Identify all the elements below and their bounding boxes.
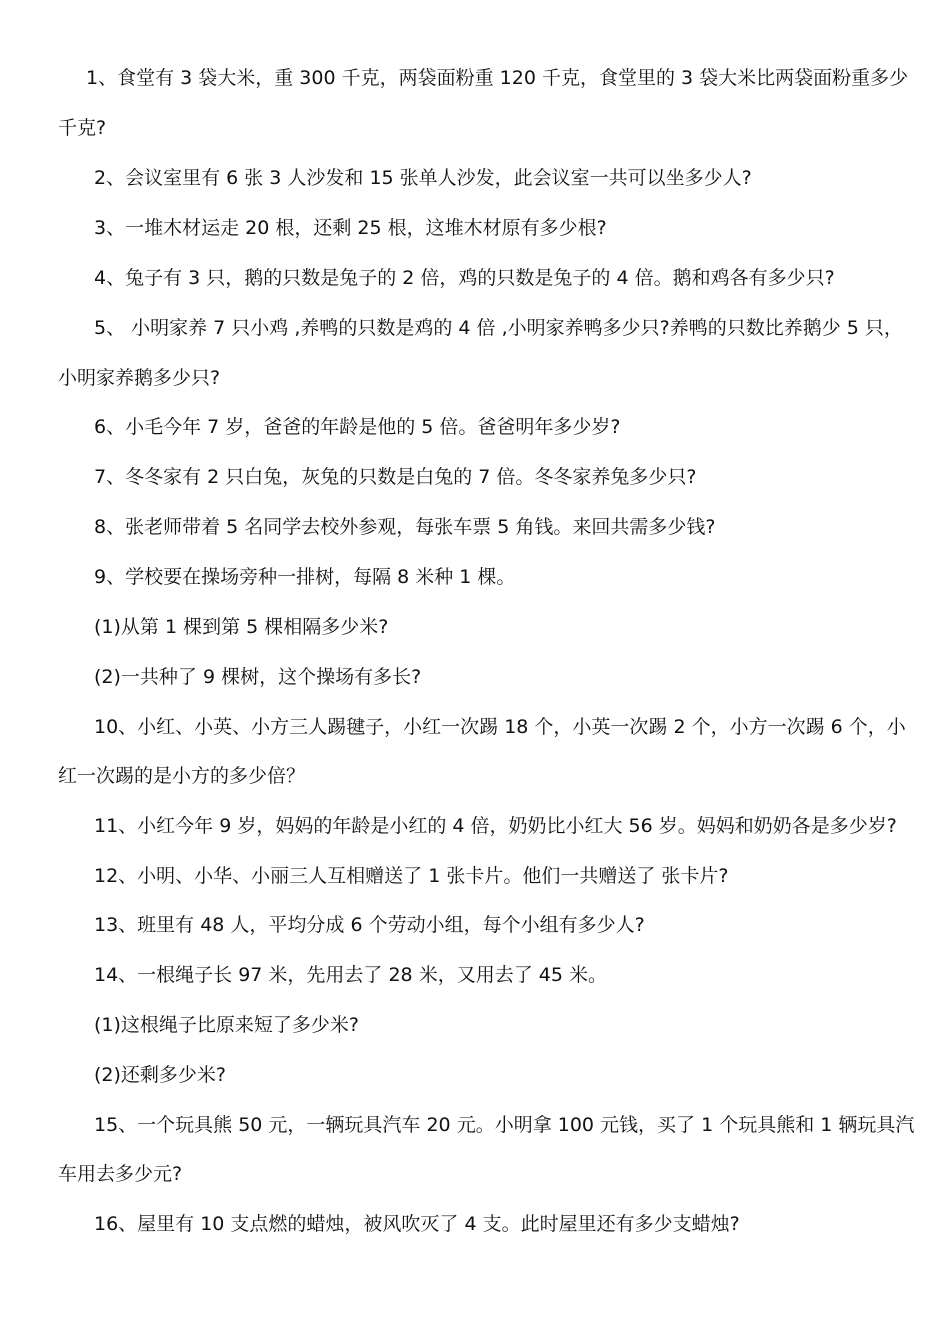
problem-3: 3、一堆木材运走 20 根，还剩 25 根，这堆木材原有多少根? [94, 217, 607, 239]
problem-9: 9、学校要在操场旁种一排树，每隔 8 米种 1 棵。 [94, 566, 516, 588]
problem-9-part-1: (1)从第 1 棵到第 5 棵相隔多少米? [94, 616, 389, 638]
problem-15-line-1: 15、一个玩具熊 50 元，一辆玩具汽车 20 元。小明拿 100 元钱，买了 1 个玩具熊和 1 辆玩具汽 [94, 1114, 915, 1136]
problem-1-line-2: 千克? [58, 117, 107, 139]
problem-1-line-1: 1、食堂有 3 袋大米，重 300 千克，两袋面粉重 120 千克，食堂里的 3 袋大米比两袋面粉重多少 [86, 67, 909, 89]
problem-5-line-2: 小明家养鹅多少只? [58, 367, 221, 389]
problem-14-part-2: (2)还剩多少米? [94, 1064, 226, 1086]
problem-12: 12、小明、小华、小丽三人互相赠送了 1 张卡片。他们一共赠送了 张卡片? [94, 865, 729, 887]
problem-7: 7、冬冬家有 2 只白兔，灰兔的只数是白兔的 7 倍。冬冬家养兔多少只? [94, 466, 697, 488]
problem-13: 13、班里有 48 人，平均分成 6 个劳动小组，每个小组有多少人? [94, 914, 645, 936]
problem-5-line-1: 5、 小明家养 7 只小鸡 ,养鸭的只数是鸡的 4 倍 ,小明家养鸭多少只?养鸭的只数比养鹅少 5 只， [94, 317, 903, 339]
problem-9-part-2: (2)一共种了 9 棵树，这个操场有多长? [94, 666, 422, 688]
problem-14: 14、一根绳子长 97 米，先用去了 28 米，又用去了 45 米。 [94, 964, 607, 986]
problem-10-line-1: 10、小红、小英、小方三人踢毽子，小红一次踢 18 个，小英一次踢 2 个，小方一次踢 6 个，小 [94, 716, 906, 738]
problem-11: 11、小红今年 9 岁，妈妈的年龄是小红的 4 倍，奶奶比小红大 56 岁。妈妈和奶奶各是多少岁? [94, 815, 897, 837]
problem-6: 6、小毛今年 7 岁，爸爸的年龄是他的 5 倍。爸爸明年多少岁? [94, 416, 621, 438]
problem-10-line-2: 红一次踢的是小方的多少倍？ [58, 765, 306, 787]
problem-2: 2、会议室里有 6 张 3 人沙发和 15 张单人沙发，此会议室一共可以坐多少人? [94, 167, 752, 189]
problem-15-line-2: 车用去多少元? [58, 1163, 183, 1185]
problem-16: 16、屋里有 10 支点燃的蜡烛，被风吹灭了 4 支。此时屋里还有多少支蜡烛? [94, 1213, 740, 1235]
problem-4: 4、兔子有 3 只，鹅的只数是兔子的 2 倍，鸡的只数是兔子的 4 倍。鹅和鸡各有多少只? [94, 267, 835, 289]
problem-14-part-1: (1)这根绳子比原来短了多少米? [94, 1014, 359, 1036]
problem-8: 8、张老师带着 5 名同学去校外参观，每张车票 5 角钱。来回共需多少钱? [94, 516, 716, 538]
